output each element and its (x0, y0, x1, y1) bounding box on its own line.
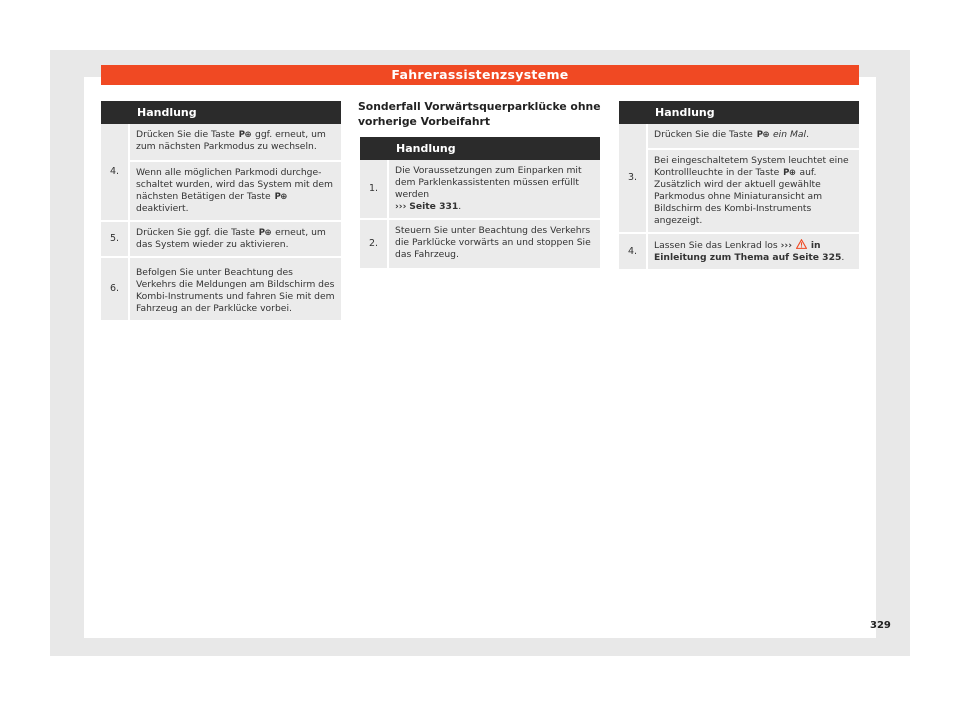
table-row (101, 221, 341, 257)
left-step-table (101, 101, 341, 322)
header-action-cell: Handlung (388, 137, 600, 160)
step-text: Wenn alle möglichen Parkmodi durchgeschaltet wurden, wird das System mit dem nächsten Betätigen der Taste P⊕ deaktiviert. (129, 161, 341, 221)
table-row (619, 124, 859, 149)
step-number: 5. (101, 221, 129, 257)
page-reference-link[interactable]: Seite 331 (409, 201, 459, 212)
page-number: 329 (870, 620, 891, 631)
table-row (101, 257, 341, 321)
park-button-icon: P⊕ (756, 130, 770, 140)
header-num-cell (619, 101, 647, 124)
park-button-icon: P⊕ (274, 192, 287, 202)
step-number: 4. (101, 124, 129, 221)
table-row (101, 161, 341, 221)
step-number: 6. (101, 257, 129, 321)
header-num-cell (101, 101, 129, 124)
chapter-header (101, 65, 859, 85)
step-number: 3. (619, 124, 647, 233)
step-text: Drücken Sie ggf. die Taste P⊕ erneut, um das System wieder zu aktivieren. (129, 221, 341, 257)
page-reference-link[interactable]: in Einleitung zum Thema auf Seite 325 (654, 240, 842, 263)
reference-arrows: ››› (780, 240, 792, 251)
middle-step-table (360, 137, 600, 270)
step-text: Drücken Sie die Taste P⊕ ein Mal. (647, 124, 859, 149)
step-text: Die Voraussetzungen zum Einparken mit dem Parklenkassistenten müssen erfüllt werden ››› Seite 331. (388, 160, 600, 219)
table-row (360, 219, 600, 269)
reference-arrows: ››› (395, 201, 407, 212)
step-number: 4. (619, 233, 647, 270)
header-action-cell: Handlung (647, 101, 859, 124)
step-text: Befolgen Sie unter Beachtung des Verkehrs die Meldungen am Bildschirm des Kombi-Instruments und fahren Sie mit dem Fahrzeug an der Parklücke vorbei. (129, 257, 341, 321)
step-text: Drücken Sie die Taste P⊕ ggf. erneut, um zum nächsten Parkmodus zu wechseln. (129, 124, 341, 161)
header-num-cell (360, 137, 388, 160)
warning-triangle-icon (796, 239, 807, 249)
park-button-icon: P⊕ (258, 228, 272, 238)
table-row (360, 160, 600, 219)
step-text: Bei eingeschaltetem System leuchtet eine Kontrollleuchte in der Taste P⊕ auf. Zusätzlich wird der aktuell gewählte Parkmodus ohne Miniaturansicht am Bildschirm des Kombi-Instruments angezeigt. (647, 149, 859, 233)
right-step-table (619, 101, 859, 271)
step-text: Lassen Sie das Lenkrad los ››› in Einleitung zum Thema auf Seite 325. (647, 233, 859, 270)
table-header-row (619, 101, 859, 124)
table-header-row (360, 137, 600, 160)
table-row (101, 124, 341, 161)
chapter-title: Fahrerassistenzsysteme (391, 67, 569, 82)
park-button-icon: P⊕ (238, 130, 252, 140)
table-header-row (101, 101, 341, 124)
step-text: Steuern Sie unter Beachtung des Verkehrs die Parklücke vorwärts an und stoppen Sie das Fahrzeug. (388, 219, 600, 269)
table-row (619, 149, 859, 233)
section-subtitle: Sonderfall Vorwärtsquerparklücke ohne vorherige Vorbeifahrt (358, 100, 601, 128)
header-action-cell: Handlung (129, 101, 341, 124)
step-number: 1. (360, 160, 388, 219)
step-number: 2. (360, 219, 388, 269)
park-button-icon: P⊕ (783, 168, 796, 178)
table-row (619, 233, 859, 270)
